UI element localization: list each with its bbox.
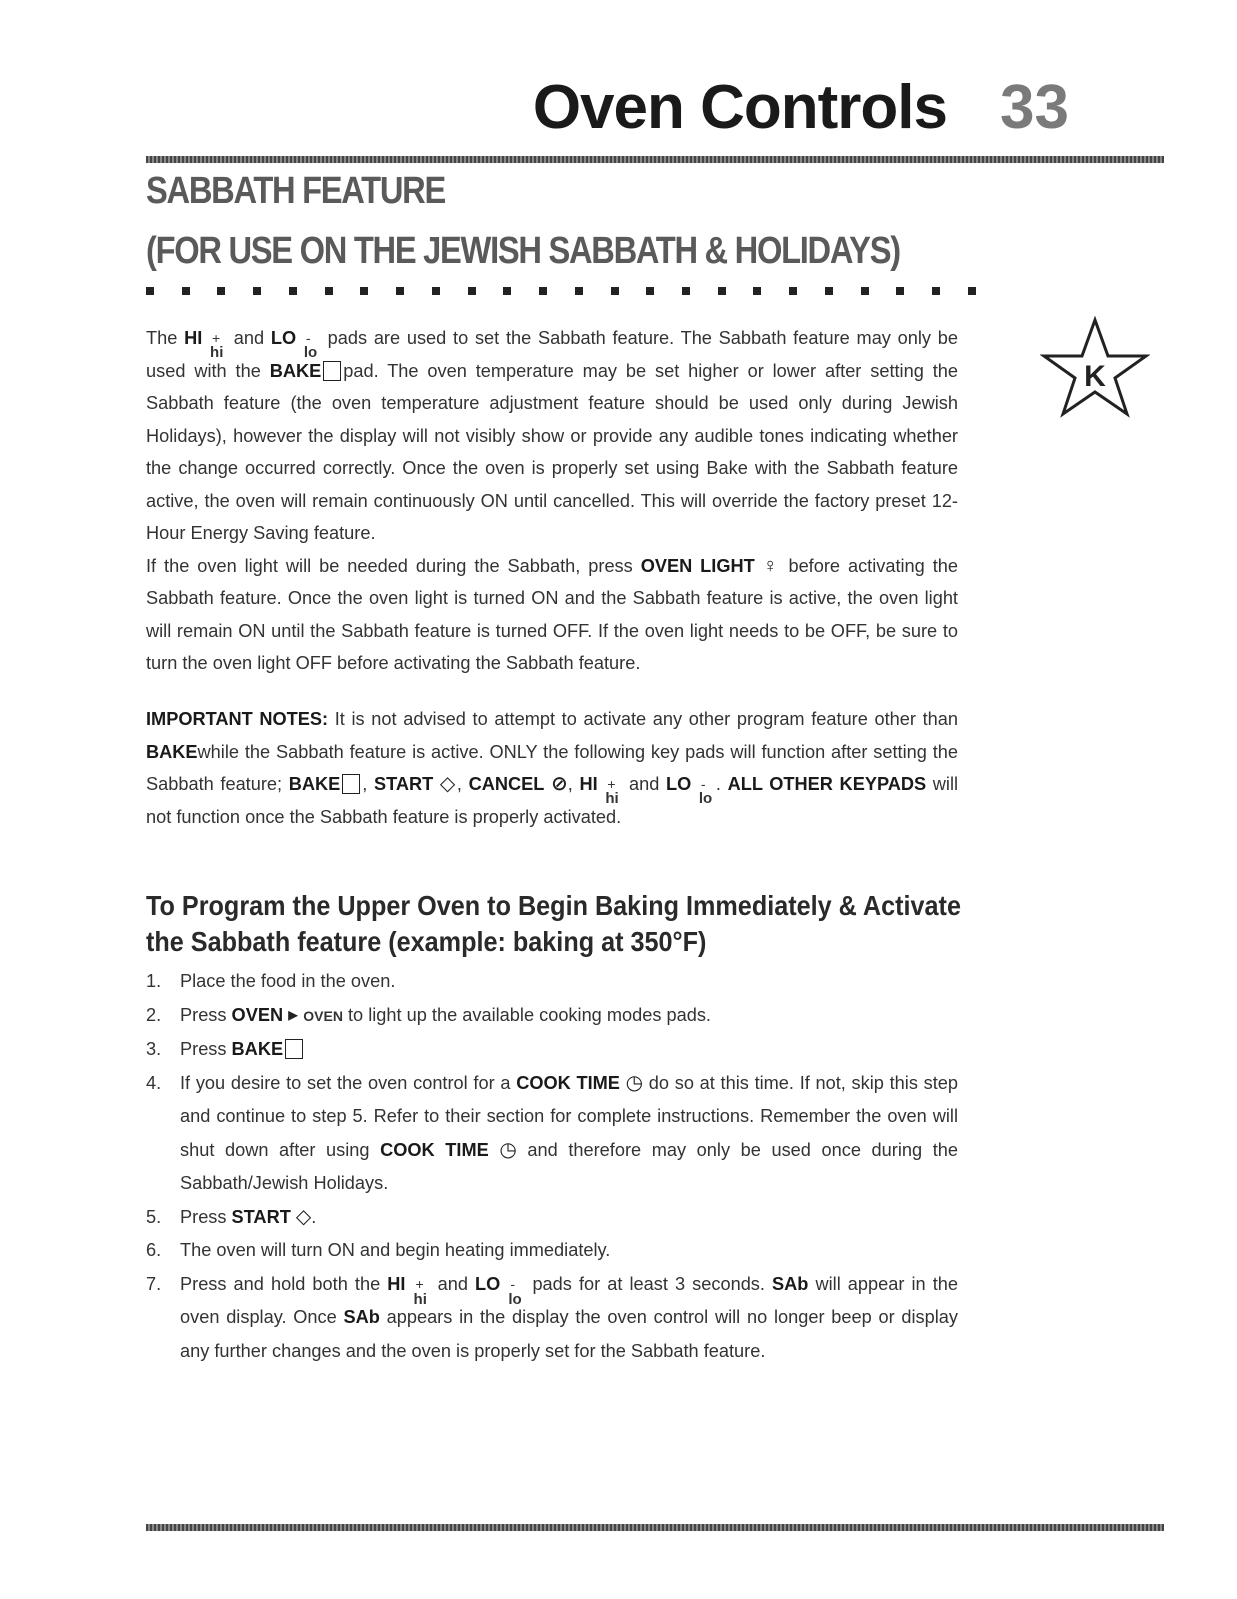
kosher-star-icon [1040,316,1150,426]
list-item: 5. Press START ◇. [146,1205,317,1228]
procedure-heading: To Program the Upper Oven to Begin Baking Immediately & Activate the Sabbath feature (example: baking at 350°F) [146,890,961,957]
list-item: 4. If you desire to set the oven control for a COOK TIME ◷ do so at this time. If not, skip this step and continue to step 5. Refer to their section for complete instructions. Remember the oven will shut down after using COOK TIME ◷ and therefore may only be used once during the Sabbath/Jewish Holidays. [146,1071,959,1193]
page-number: 33 [1000,73,1069,142]
dotted-divider [146,287,976,297]
intro-paragraph: The HI + hi and LO - lo pads are used to set the Sabbath feature. The Sabbath feature may only be used with the BAKE pad. The oven temperature may be set higher or lower after setting the Sabbath feature (the oven temperature adjustment feature should be used only during Jewish Holidays), however the display will not visibly show or provide any audible tones indicating whether the change occurred correctly. Once the oven is properly set using Bake with the Sabbath feature active, the oven will remain continuously ON until cancelled. This will override the factory preset 12-Hour Energy Saving feature. If the oven light will be needed during the Sabbath, press OVEN LIGHT ♀ before activating the Sabbath feature. Once the oven light is turned ON and the Sabbath feature is active, the oven light will remain ON until the Sabbath feature is turned OFF. If the oven light needs to be OFF, be sure to turn the oven light OFF before activating the Sabbath feature. [146,328,958,673]
page-title: Oven Controls [532,73,947,142]
top-rule [146,156,1164,163]
section-heading: SABBATH FEATURE [146,170,445,212]
list-item: 6. The oven will turn ON and begin heating immediately. [146,1240,611,1260]
list-item: 7. Press and hold both the HI + hi and LO - lo pads for at least 3 seconds. SAb will appear in the oven display. Once SAb appears in the display the oven control will no longer beep or display any further changes and the oven is properly set for the Sabbath feature. [146,1273,959,1361]
start-icon: ◇ [295,1205,312,1228]
lo-pad-symbol: - lo [698,776,713,807]
clock-icon: ◷ [625,1071,644,1094]
important-notes: IMPORTANT NOTES: It is not advised to attempt to activate any other program feature other than BAKEwhile the Sabbath feature is active. ONLY the following key pads will function after setting the Sabbath feature; BAKE , START ◇, CANCEL ⊘, HI + hi and LO - lo . ALL OTHER KEYPADS will not function once the Sabbath feature is properly activated. [146,709,959,827]
kosher-letter: K [1084,360,1106,393]
bottom-rule [146,1524,1164,1531]
hi-pad-symbol: + hi [605,776,619,807]
list-item: 1. Place the food in the oven. [146,971,396,991]
arrow-right-icon: ▸ [288,1003,299,1026]
light-bulb-icon: ♀ [762,554,781,577]
bake-key-icon [342,774,360,794]
procedure-steps [146,965,958,1368]
section-subheading: (FOR USE ON THE JEWISH SABBATH & HOLIDAYS) [146,230,900,272]
hi-pad-symbol: + hi [413,1275,427,1308]
cancel-icon: ⊘ [551,773,568,795]
bake-key-icon [285,1039,303,1059]
list-item: 3. Press BAKE [146,1033,958,1067]
hi-pad-symbol: + hi [210,330,224,361]
bake-key-icon [323,361,341,381]
lo-pad-symbol: - lo [303,330,318,361]
start-icon: ◇ [439,773,457,795]
lo-pad-symbol: - lo [508,1275,522,1308]
clock-icon: ◷ [499,1138,517,1161]
list-item: 2. Press OVEN ▸ OVEN to light up the available cooking modes pads. [146,1003,711,1026]
